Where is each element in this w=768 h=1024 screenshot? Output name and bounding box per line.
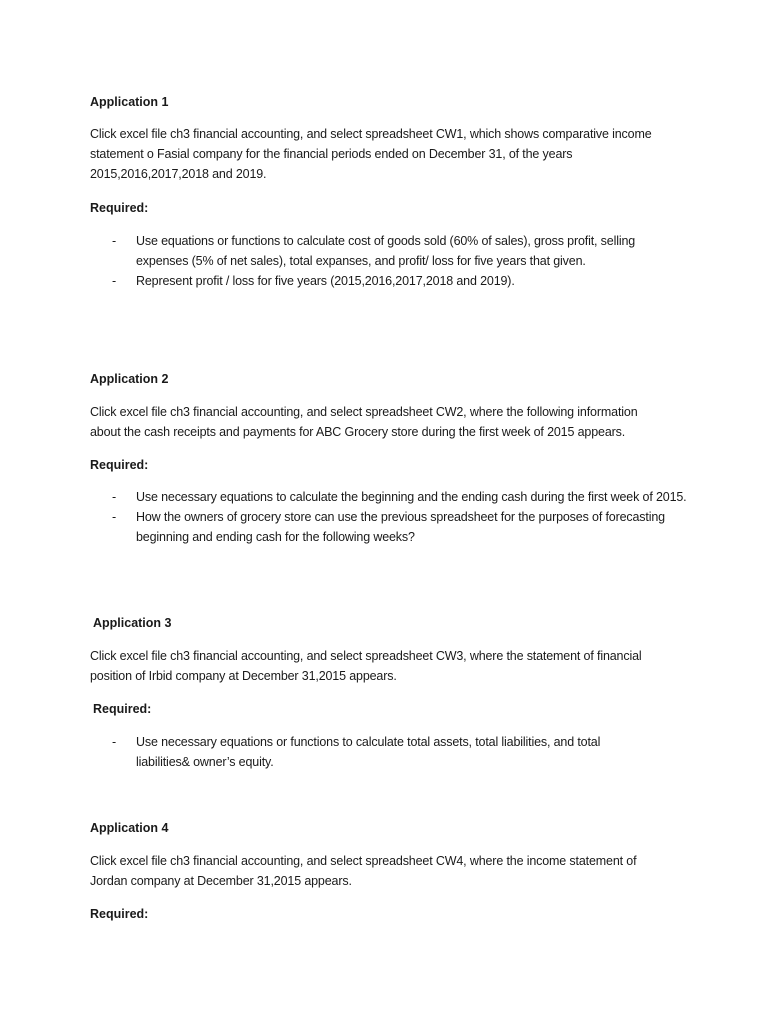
list-item-text: Use equations or functions to calculate cost of goods sold (60% of sales), gross profit, selling expenses (5% of net sales), total expanses, and profit/ loss for five years that given. — [136, 234, 636, 268]
list-item: - How the owners of grocery store can use the previous spreadsheet for the purposes of forecasting beginning and ending cash for the following weeks? — [112, 510, 665, 544]
application-3-required-list — [90, 732, 650, 772]
list-item: - Use equations or functions to calculate cost of goods sold (60% of sales), gross profit, selling expenses (5% of net sales), total expanses, and profit/ loss for five years that given. — [112, 234, 636, 268]
list-item-text: Represent profit / loss for five years (2015,2016,2017,2018 and 2019). — [136, 274, 515, 288]
application-2-required-list — [90, 487, 690, 547]
application-2-required-label: Required: — [90, 458, 149, 472]
application-2-body: Click excel file ch3 financial accounting, and select spreadsheet CW2, where the following information about the cash receipts and payments for ABC Grocery store during the first week of 2015 appears. — [90, 405, 638, 439]
application-1-title: Application 1 — [90, 95, 169, 109]
application-1-required-list — [90, 231, 685, 291]
application-3-list-block — [90, 732, 650, 772]
application-2-body-block — [90, 402, 650, 442]
application-2-title: Application 2 — [90, 372, 169, 386]
application-1-section — [90, 92, 690, 112]
application-3-title: Application 3 — [93, 616, 172, 630]
application-1-body: Click excel file ch3 financial accounting, and select spreadsheet CW1, which shows comparative income statement o Fasial company for the financial periods ended on December 31, of the years 2015,2016,2017,2018 and 2019. — [90, 127, 652, 181]
application-4-section — [90, 818, 690, 838]
list-item: - Represent profit / loss for five years (2015,2016,2017,2018 and 2019). — [112, 274, 515, 288]
application-3-section — [93, 613, 693, 633]
application-4-required-label: Required: — [90, 907, 149, 921]
application-3-body: Click excel file ch3 financial accounting, and select spreadsheet CW3, where the statement of financial position of Irbid company at December 31,2015 appears. — [90, 649, 642, 683]
application-2-list-block — [90, 487, 690, 547]
application-1-required-label: Required: — [90, 201, 149, 215]
application-4-body-block — [90, 851, 670, 891]
list-item-text: Use necessary equations to calculate the beginning and the ending cash during the first week of 2015. — [136, 490, 687, 504]
application-3-required-block — [93, 699, 693, 719]
application-2-required-block — [90, 455, 690, 475]
list-item-text: Use necessary equations or functions to calculate total assets, total liabilities, and total liabilities& owner’s equity. — [136, 735, 601, 769]
application-1-required-block — [90, 198, 690, 218]
application-1-list-block — [90, 231, 685, 291]
list-item: - Use necessary equations or functions to calculate total assets, total liabilities, and total liabilities& owner’s equity. — [112, 735, 601, 769]
application-2-section — [90, 369, 690, 389]
application-3-required-label: Required: — [93, 702, 152, 716]
application-4-required-block — [90, 904, 690, 924]
application-4-title: Application 4 — [90, 821, 169, 835]
list-item: - Use necessary equations to calculate the beginning and the ending cash during the first week of 2015. — [112, 490, 687, 504]
application-4-body: Click excel file ch3 financial accounting, and select spreadsheet CW4, where the income statement of Jordan company at December 31,2015 appears. — [90, 854, 637, 888]
application-3-body-block — [90, 646, 675, 686]
list-item-text: How the owners of grocery store can use the previous spreadsheet for the purposes of forecasting beginning and ending cash for the following weeks? — [136, 510, 665, 544]
application-1-body-block — [90, 124, 680, 184]
